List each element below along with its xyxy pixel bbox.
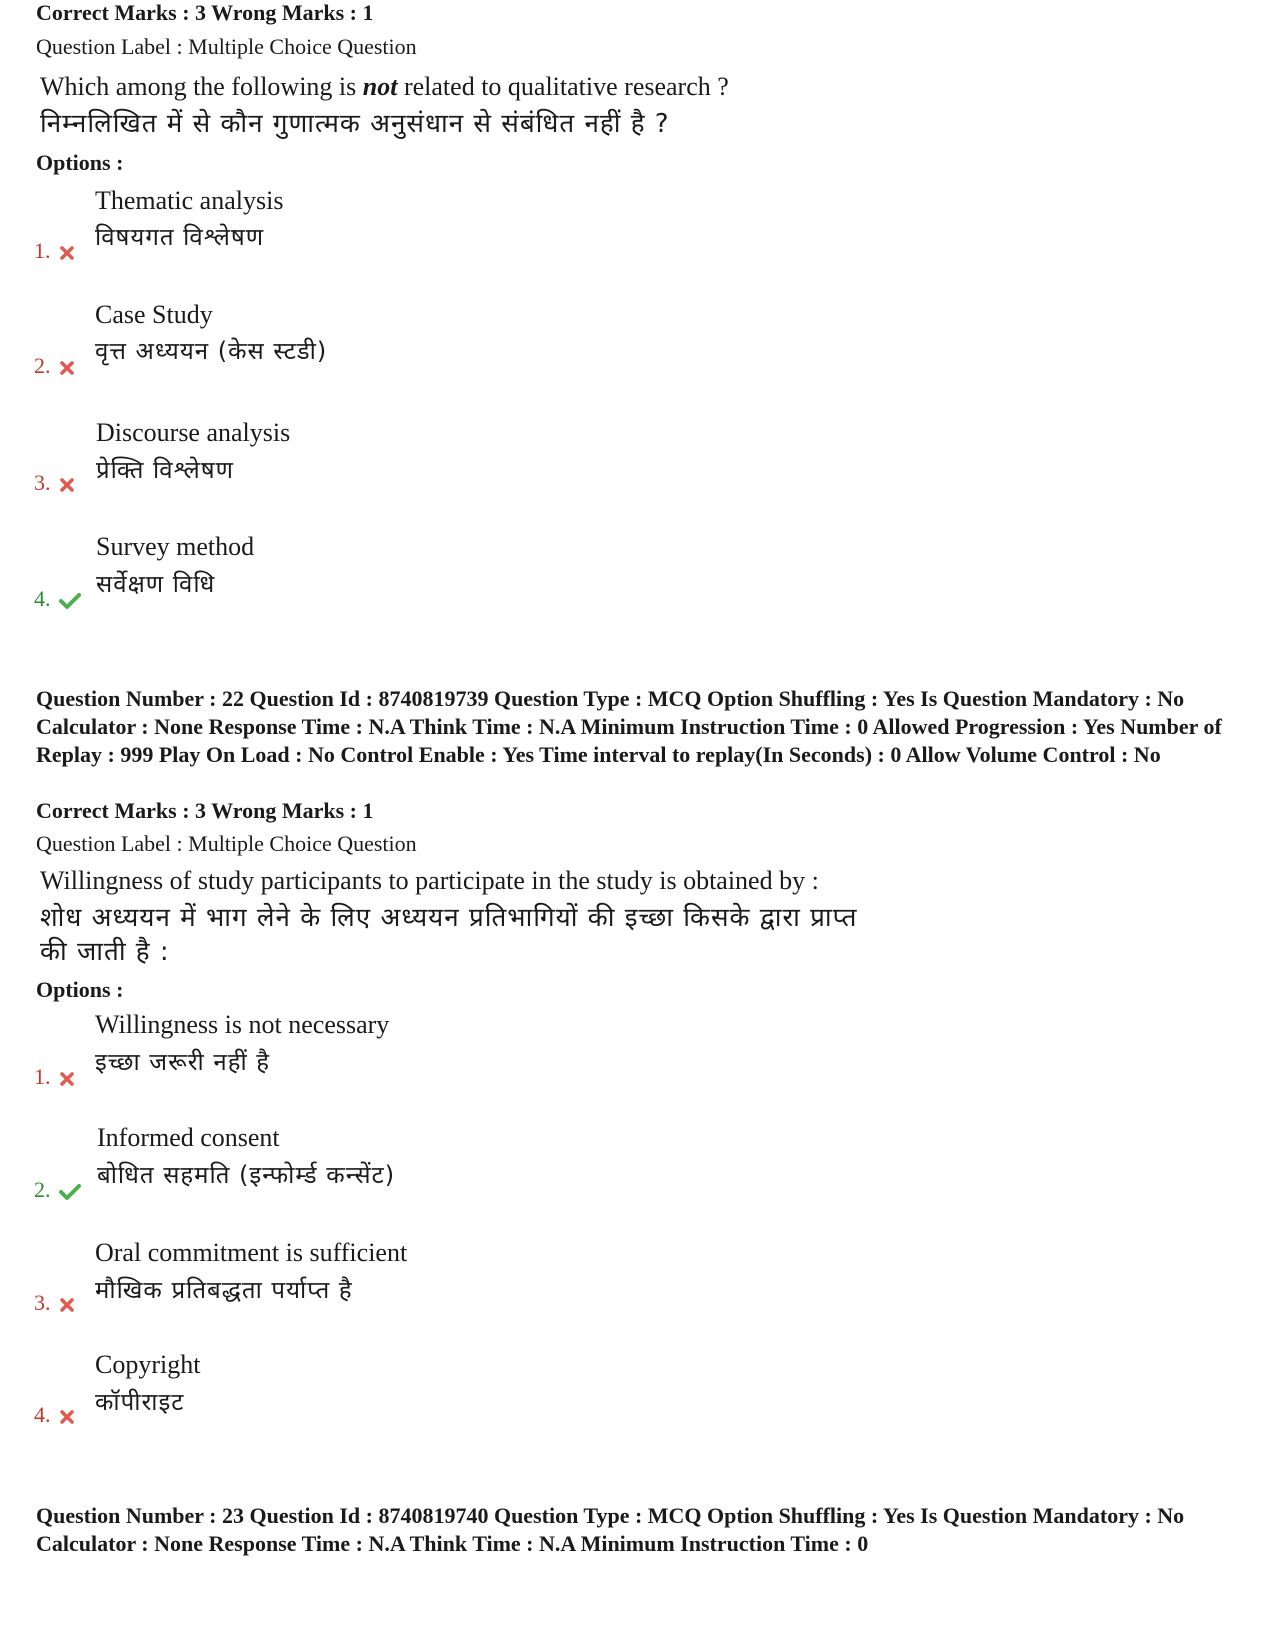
q21-option-3-hi: प्रेक्ति विश्लेषण — [96, 456, 234, 484]
q22-marks: Correct Marks : 3 Wrong Marks : 1 — [36, 798, 374, 823]
q22-option-3-number: 3. — [34, 1290, 75, 1316]
q22-question-hindi-line1: शोध अध्ययन में भाग लेने के लिए अध्ययन प्रतिभागियों की इच्छा किसके द्वारा प्राप्त — [40, 903, 858, 933]
q22-question-text: Willingness of study participants to participate in the study is obtained by : — [40, 866, 819, 895]
check-icon — [59, 592, 81, 610]
q22-label: Question Label : Multiple Choice Question — [36, 831, 417, 856]
q21-marks: Correct Marks : 3 Wrong Marks : 1 — [36, 0, 374, 25]
cross-icon — [59, 360, 75, 376]
q22-option-4-number: 4. — [34, 1402, 75, 1428]
q22-header: Question Number : 22 Question Id : 8740819739 Question Type : MCQ Option Shuffling : Yes Is Question Mandatory : No Calculator : None Response Time : N.A Think Time : N.A Minimum Instruction Time : 0 Allowed Progression : Yes Number of Replay : 999 Play On Load : No Control Enable : Yes Time interval to replay(In Seconds) : 0 Allow Volume Control : No — [36, 686, 1222, 767]
q21-question-text — [40, 72, 729, 102]
q21-option-4-number: 4. — [34, 586, 81, 612]
q21-option-1-hi: विषयगत विश्लेषण — [95, 223, 265, 251]
check-icon — [59, 1183, 81, 1201]
q21-option-4-hi: सर्वेक्षण विधि — [96, 570, 216, 598]
q22-option-1-hi: इच्छा जरूरी नहीं है — [95, 1048, 271, 1076]
cross-icon — [59, 1297, 75, 1313]
cross-icon — [59, 245, 75, 261]
q22-question-hindi-line2: की जाती है : — [40, 937, 170, 967]
cross-icon — [59, 477, 75, 493]
q21-option-3-number: 3. — [34, 470, 75, 496]
q22-option-1-en: Willingness is not necessary — [95, 1010, 390, 1039]
q22-option-2-hi: बोधित सहमति (इन्फोर्म्ड कन्सेंट) — [97, 1161, 396, 1189]
q21-question-pre: Which among the following is — [40, 72, 363, 101]
q21-question-emphasis: not — [362, 72, 398, 101]
q21-option-4-en: Survey method — [96, 532, 255, 561]
q21-label: Question Label : Multiple Choice Question — [36, 34, 417, 59]
q22-option-1-number: 1. — [34, 1064, 75, 1090]
q22-option-2-number: 2. — [34, 1177, 81, 1203]
q21-option-3-en: Discourse analysis — [96, 418, 291, 447]
q21-question-post: related to qualitative research ? — [397, 72, 729, 101]
q21-option-2-en: Case Study — [95, 300, 213, 329]
q22-options-title: Options : — [36, 977, 124, 1002]
q21-option-1-number: 1. — [34, 238, 75, 264]
q22-option-3-hi: मौखिक प्रतिबद्धता पर्याप्त है — [95, 1276, 353, 1304]
q22-option-4-en: Copyright — [95, 1350, 201, 1379]
q21-options-title: Options : — [36, 150, 124, 175]
q22-option-3-en: Oral commitment is sufficient — [95, 1238, 408, 1267]
q21-option-1-en: Thematic analysis — [95, 186, 284, 215]
cross-icon — [59, 1071, 75, 1087]
q23-header: Question Number : 23 Question Id : 8740819740 Question Type : MCQ Option Shuffling : Yes Is Question Mandatory : No Calculator : None Response Time : N.A Think Time : N.A Minimum Instruction Time : 0 — [36, 1503, 1185, 1556]
q22-option-2-en: Informed consent — [97, 1123, 280, 1152]
q21-option-2-number: 2. — [34, 353, 75, 379]
cross-icon — [59, 1409, 75, 1425]
q22-option-4-hi: कॉपीराइट — [95, 1388, 185, 1416]
q21-question-hindi: निम्नलिखित में से कौन गुणात्मक अनुसंधान से संबंधित नहीं है ? — [40, 109, 670, 139]
q21-option-2-hi: वृत्त अध्ययन (केस स्टडी) — [95, 337, 328, 365]
